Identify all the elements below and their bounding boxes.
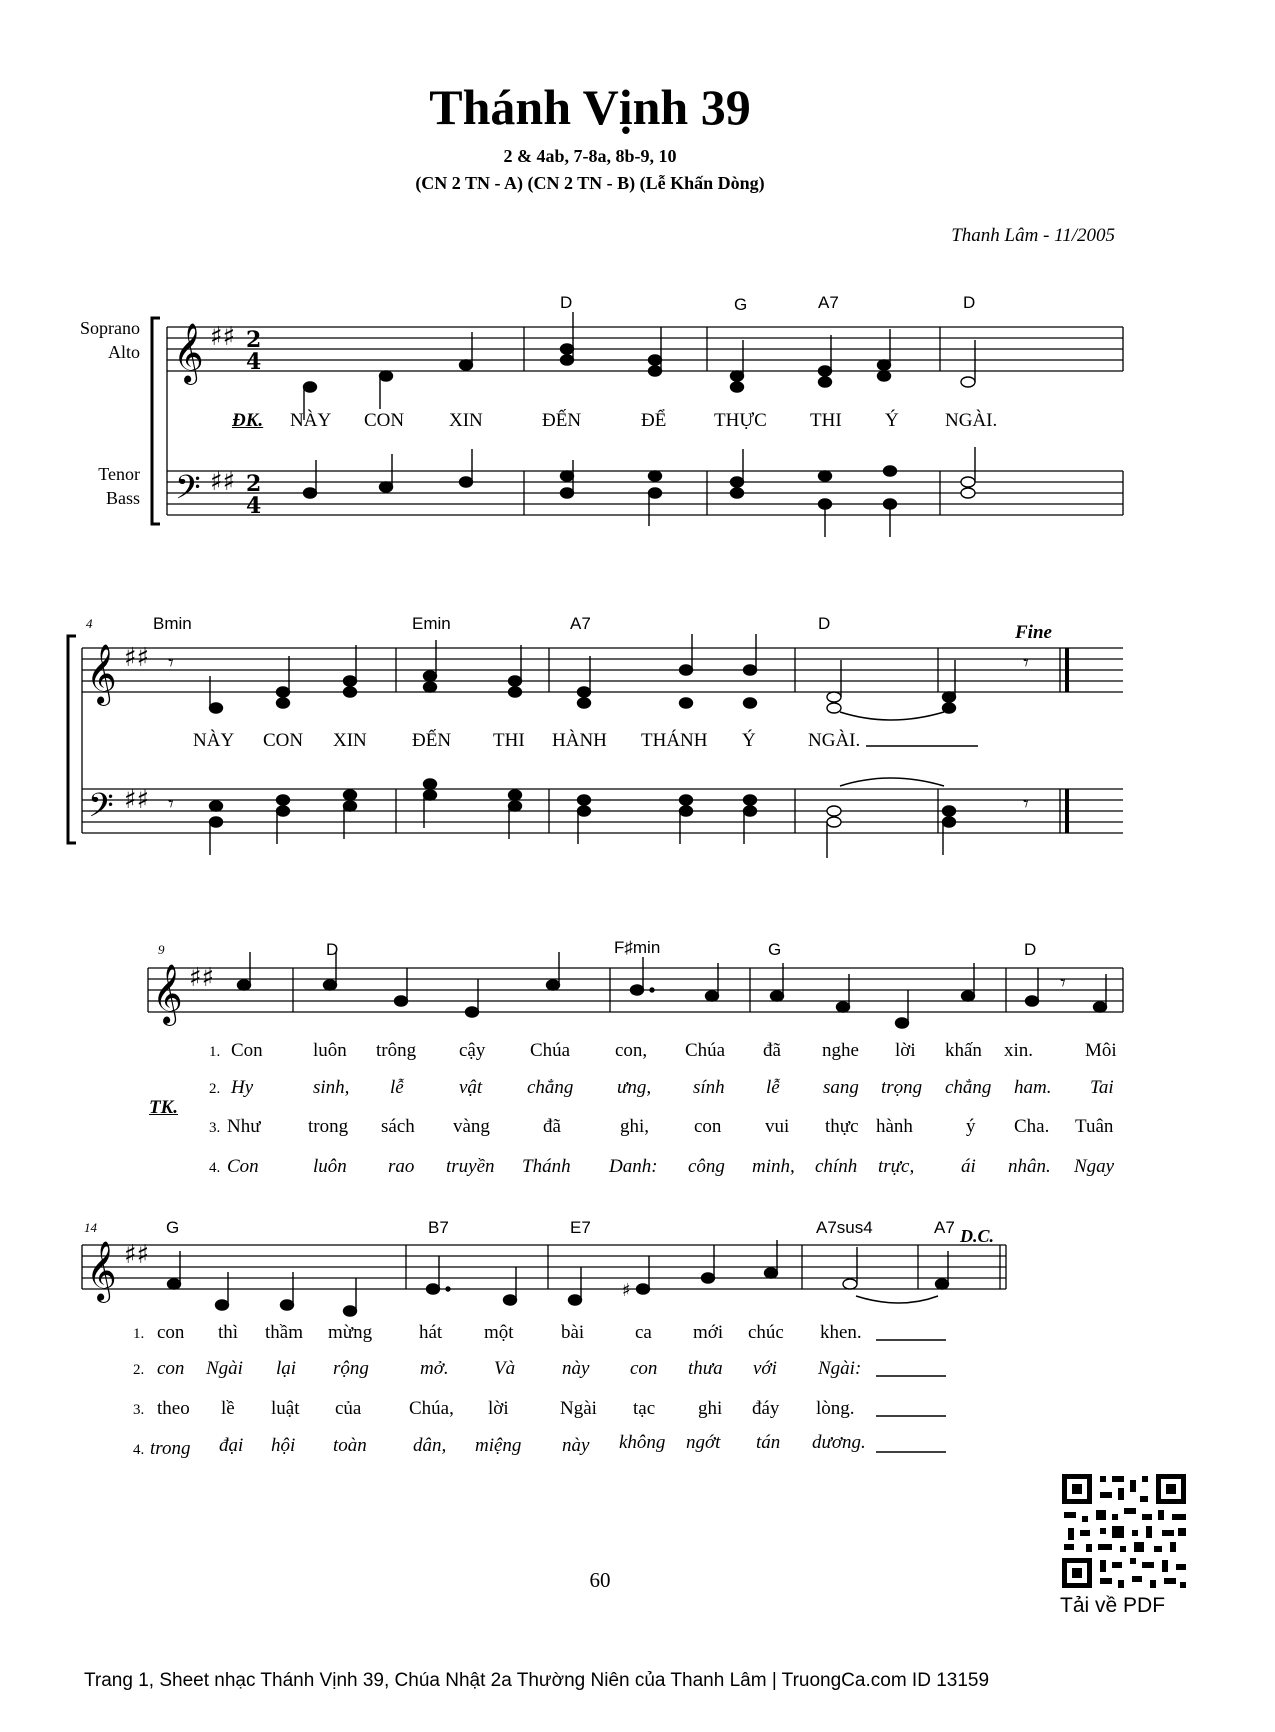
lyric-word: chính bbox=[815, 1156, 858, 1177]
lyric-word: rộng bbox=[333, 1358, 369, 1379]
lyric-word: con bbox=[157, 1322, 185, 1343]
verse-number: 2. bbox=[133, 1362, 145, 1378]
lyric-word: Chúa bbox=[530, 1040, 571, 1061]
lyric-word: Cha. bbox=[1014, 1116, 1050, 1137]
lyric-word: xin. bbox=[1004, 1040, 1034, 1061]
lyric-word: XIN bbox=[449, 410, 483, 431]
lyric-word: thưa bbox=[688, 1358, 723, 1379]
lyric-word: minh, bbox=[752, 1156, 795, 1177]
lyric-word: Chúa, bbox=[409, 1398, 454, 1419]
lyric-word: dương. bbox=[812, 1432, 866, 1453]
lyric-word: trong bbox=[308, 1116, 349, 1137]
lyric-word: CON bbox=[364, 410, 405, 431]
key-signature-sharp-icon: ♯♯ bbox=[189, 963, 215, 993]
note bbox=[819, 366, 832, 376]
lyric-word: mừng bbox=[328, 1322, 373, 1343]
system-1-treble-notes bbox=[304, 312, 976, 420]
lyric-word: chẳng bbox=[945, 1077, 992, 1098]
lyric-word: trực, bbox=[878, 1156, 915, 1177]
note bbox=[819, 471, 832, 481]
lyric-word: đáy bbox=[752, 1398, 780, 1419]
lyric-word: ghi bbox=[698, 1398, 723, 1419]
lyric-word: hành bbox=[876, 1116, 913, 1137]
key-signature-sharp-icon: ♯♯ bbox=[124, 1240, 150, 1270]
note bbox=[878, 360, 891, 370]
chord-symbol: A7sus4 bbox=[816, 1218, 873, 1237]
lyric-word: thầm bbox=[265, 1322, 303, 1343]
measure-number: 4 bbox=[86, 616, 93, 631]
verse-number: 3. bbox=[209, 1120, 221, 1136]
lyric-word: rao bbox=[388, 1156, 415, 1177]
lyric-word: ĐỂ bbox=[641, 410, 667, 431]
lyric-word: vật bbox=[459, 1077, 483, 1098]
system-2-bracket bbox=[68, 636, 76, 843]
lyric-word: lễ bbox=[390, 1077, 404, 1098]
part-soprano: Soprano bbox=[80, 318, 140, 338]
note bbox=[561, 471, 574, 481]
lyric-word: Hy bbox=[231, 1077, 254, 1098]
lyric-word: NGÀI. bbox=[808, 730, 861, 751]
lyric-word: sính bbox=[693, 1077, 725, 1098]
lyric-word: toàn bbox=[333, 1435, 367, 1456]
lyric-word: con bbox=[694, 1116, 722, 1137]
lyric-word: Ngài bbox=[560, 1398, 597, 1419]
lyric-word: tán bbox=[756, 1432, 781, 1453]
part-tenor: Tenor bbox=[98, 464, 140, 484]
measure-number: 9 bbox=[158, 942, 165, 957]
chord-symbol: E7 bbox=[570, 1218, 591, 1237]
eighth-rest-icon: 𝄾 bbox=[168, 651, 174, 676]
lyric-word: thực bbox=[825, 1116, 859, 1137]
chord-symbol: D bbox=[818, 614, 831, 633]
lyric-word: THI bbox=[810, 410, 842, 431]
verse-number: 1. bbox=[209, 1044, 221, 1060]
chord-symbol: A7 bbox=[570, 614, 591, 633]
lyric-word: một bbox=[484, 1322, 514, 1343]
note bbox=[304, 382, 317, 392]
svg-text:𝄾: 𝄾 bbox=[1060, 971, 1066, 996]
note bbox=[460, 477, 473, 487]
dc-mark: D.C. bbox=[960, 1226, 995, 1246]
chord-symbol: A7 bbox=[934, 1218, 955, 1237]
system-1-bass-notes bbox=[304, 447, 976, 537]
lyric-word: truyền bbox=[446, 1156, 495, 1177]
lyric-word: con, bbox=[615, 1040, 648, 1061]
note bbox=[884, 466, 897, 476]
lyric-word: ĐẾN bbox=[542, 410, 582, 431]
lyric-word: trọng bbox=[881, 1077, 923, 1098]
lyric-word: Và bbox=[494, 1358, 516, 1379]
measure-number: 14 bbox=[84, 1220, 97, 1235]
lyric-word: lời bbox=[488, 1398, 509, 1419]
lyric-word: chẳng bbox=[527, 1077, 574, 1098]
key-signature-sharp-icon: ♯♯ bbox=[124, 643, 150, 673]
lyric-word: ca bbox=[635, 1322, 652, 1343]
lyric-word: sang bbox=[823, 1077, 859, 1098]
lyric-word: Tuân bbox=[1075, 1116, 1114, 1137]
chord-symbol: Emin bbox=[412, 614, 451, 633]
note bbox=[961, 477, 975, 487]
chord-symbol: G bbox=[166, 1218, 180, 1237]
verse-references: 2 & 4ab, 7-8a, 8b-9, 10 bbox=[503, 146, 677, 166]
lyric-word: vui bbox=[765, 1116, 790, 1137]
part-bass: Bass bbox=[105, 488, 140, 508]
lyric-word: tạc bbox=[633, 1398, 656, 1419]
lyric-word: miệng bbox=[475, 1435, 522, 1456]
lyric-word: nhân. bbox=[1008, 1156, 1051, 1177]
composer: Thanh Lâm - 11/2005 bbox=[951, 225, 1115, 246]
note bbox=[380, 371, 393, 381]
lyric-word: với bbox=[753, 1358, 777, 1379]
lyric-word: đại bbox=[219, 1435, 244, 1456]
key-signature-sharp-icon: ♯♯ bbox=[210, 322, 236, 352]
lyric-word: trong bbox=[150, 1438, 191, 1459]
lyric-word: này bbox=[562, 1358, 590, 1379]
lyric-word: ghi, bbox=[620, 1116, 650, 1137]
fine-mark: Fine bbox=[1015, 622, 1052, 643]
lyric-word: luôn bbox=[313, 1156, 347, 1177]
chord-symbol: Bmin bbox=[153, 614, 192, 633]
lyric-word: khấn bbox=[945, 1040, 982, 1061]
lyric-word: công bbox=[688, 1156, 725, 1177]
lyric-word: dân, bbox=[413, 1435, 447, 1456]
lyric-word: luật bbox=[271, 1398, 300, 1419]
lyric-word: Môi bbox=[1085, 1040, 1117, 1061]
lyric-word: HÀNH bbox=[552, 730, 607, 751]
lyric-word: NÀY bbox=[290, 410, 332, 431]
lyric-word: không bbox=[619, 1432, 666, 1453]
verse-label: TK. bbox=[149, 1097, 179, 1118]
lyric-word: ý bbox=[966, 1116, 976, 1137]
verse-number: 1. bbox=[133, 1326, 145, 1342]
chord-symbol: B7 bbox=[428, 1218, 449, 1237]
lyric-word: trông bbox=[376, 1040, 417, 1061]
lyric-word: con bbox=[630, 1358, 658, 1379]
chord-symbol: D bbox=[1024, 940, 1037, 959]
lyric-word: Ý bbox=[742, 730, 756, 751]
lyric-word: lại bbox=[276, 1358, 297, 1379]
lyric-word: lề bbox=[221, 1398, 235, 1419]
note bbox=[649, 355, 662, 365]
svg-text:𝄾: 𝄾 bbox=[1023, 651, 1029, 676]
note bbox=[961, 377, 975, 387]
lyric-word: Như bbox=[227, 1116, 261, 1137]
system-1-bracket bbox=[152, 318, 160, 524]
note bbox=[304, 488, 317, 498]
treble-clef-icon: 𝄞 bbox=[86, 644, 117, 704]
lyric-word: Ngay bbox=[1074, 1156, 1115, 1177]
final-barline bbox=[1065, 648, 1069, 692]
lyric-word: Con bbox=[231, 1040, 263, 1061]
lyric-word: sinh, bbox=[313, 1077, 350, 1098]
treble-clef-icon: 𝄞 bbox=[173, 323, 204, 383]
note bbox=[460, 360, 473, 370]
bass-clef-icon: 𝄢 bbox=[175, 469, 201, 515]
lyric-word: này bbox=[562, 1435, 590, 1456]
chord-symbol: F♯min bbox=[614, 938, 661, 957]
lyric-word: chúc bbox=[748, 1322, 784, 1343]
lyric-word: ham. bbox=[1014, 1077, 1052, 1098]
lyric-word: ưng, bbox=[617, 1077, 652, 1098]
lyric-word: hội bbox=[271, 1435, 296, 1456]
lyric-word: đã bbox=[763, 1040, 781, 1061]
lyric-word: THÁNH bbox=[641, 730, 708, 751]
eighth-rest-icon: 𝄾 bbox=[168, 792, 174, 817]
download-pdf-link[interactable]: Tải về PDF bbox=[1060, 1594, 1166, 1617]
lyric-word: lời bbox=[895, 1040, 916, 1061]
chord-symbol: A7 bbox=[818, 293, 839, 312]
lyric-word: ĐẾN bbox=[412, 730, 452, 751]
lyric-word: lễ bbox=[766, 1077, 780, 1098]
lyric-word: Con bbox=[227, 1156, 259, 1177]
lyric-word: mở. bbox=[420, 1358, 449, 1379]
lyric-word: ngớt bbox=[686, 1432, 721, 1453]
lyric-word: Ý bbox=[885, 410, 899, 431]
chord-symbol: D bbox=[560, 293, 573, 312]
lyric-word: THI bbox=[493, 730, 525, 751]
lyric-word: nghe bbox=[822, 1040, 859, 1061]
refrain-label: ĐK. bbox=[232, 410, 264, 431]
lyric-word: đã bbox=[543, 1116, 561, 1137]
lyric-word: XIN bbox=[333, 730, 367, 751]
lyric-word: cậy bbox=[459, 1040, 486, 1061]
lyric-word: con bbox=[157, 1358, 185, 1379]
verse-number: 4. bbox=[133, 1442, 145, 1458]
treble-clef-icon: 𝄞 bbox=[86, 1241, 117, 1301]
page-number: 60 bbox=[589, 1568, 611, 1592]
svg-text:♯: ♯ bbox=[622, 1280, 631, 1301]
key-signature-sharp-icon: ♯♯ bbox=[124, 785, 150, 815]
lyric-word: ái bbox=[961, 1156, 976, 1177]
lyric-extenders bbox=[866, 746, 978, 1452]
occasions: (CN 2 TN - A) (CN 2 TN - B) (Lễ Khấn Dòng) bbox=[415, 173, 765, 193]
system-4-staff-lines bbox=[82, 1245, 1006, 1289]
lyric-word: thì bbox=[218, 1322, 239, 1343]
footer-caption: Trang 1, Sheet nhạc Thánh Vịnh 39, Chúa Nhật 2a Thường Niên của Thanh Lâm | TruongCa.com ID 13159 bbox=[84, 1670, 990, 1691]
time-signature-top: 2 bbox=[246, 471, 262, 497]
lyric-word: NÀY bbox=[193, 730, 235, 751]
verse-number: 4. bbox=[209, 1160, 221, 1176]
page-title: Thánh Vịnh 39 bbox=[429, 79, 751, 135]
lyric-word: của bbox=[335, 1398, 362, 1419]
time-signature-bottom: 4 bbox=[246, 493, 262, 519]
chord-symbol: G bbox=[768, 940, 782, 959]
note bbox=[380, 482, 393, 492]
lyric-word: khen. bbox=[820, 1322, 862, 1343]
note bbox=[649, 471, 662, 481]
time-signature-bottom: 4 bbox=[246, 349, 262, 375]
lyric-word: vàng bbox=[453, 1116, 490, 1137]
treble-clef-icon: 𝄞 bbox=[152, 964, 183, 1024]
bass-clef-icon: 𝄢 bbox=[88, 787, 114, 833]
lyric-word: hát bbox=[419, 1322, 443, 1343]
final-barline bbox=[1065, 789, 1069, 833]
svg-text:𝄾: 𝄾 bbox=[1023, 792, 1029, 817]
lyric-word: lòng. bbox=[816, 1398, 855, 1419]
lyric-word: bài bbox=[561, 1322, 585, 1343]
key-signature-sharp-icon: ♯♯ bbox=[210, 467, 236, 497]
lyric-word: NGÀI. bbox=[945, 410, 998, 431]
chord-symbol: D bbox=[963, 293, 976, 312]
note bbox=[731, 477, 744, 487]
lyric-word: theo bbox=[157, 1398, 190, 1419]
lyric-word: Ngài: bbox=[818, 1358, 862, 1379]
lyric-word: CON bbox=[263, 730, 304, 751]
verse-number: 3. bbox=[133, 1402, 145, 1418]
lyric-word: Chúa bbox=[685, 1040, 726, 1061]
note bbox=[561, 344, 574, 354]
note bbox=[731, 371, 744, 381]
lyric-word: sách bbox=[381, 1116, 415, 1137]
lyric-word: THỰC bbox=[714, 410, 767, 431]
lyric-word: Danh: bbox=[609, 1156, 658, 1177]
verse-number: 2. bbox=[209, 1081, 221, 1097]
lyric-word: mới bbox=[693, 1322, 724, 1343]
chord-symbol: G bbox=[734, 295, 748, 314]
lyric-word: luôn bbox=[313, 1040, 347, 1061]
lyric-word: Thánh bbox=[522, 1156, 571, 1177]
lyric-word: Tai bbox=[1090, 1077, 1114, 1098]
chord-symbol: D bbox=[326, 940, 339, 959]
lyric-word: Ngài bbox=[206, 1358, 243, 1379]
part-alto: Alto bbox=[107, 342, 140, 362]
time-signature-top: 2 bbox=[246, 327, 262, 353]
